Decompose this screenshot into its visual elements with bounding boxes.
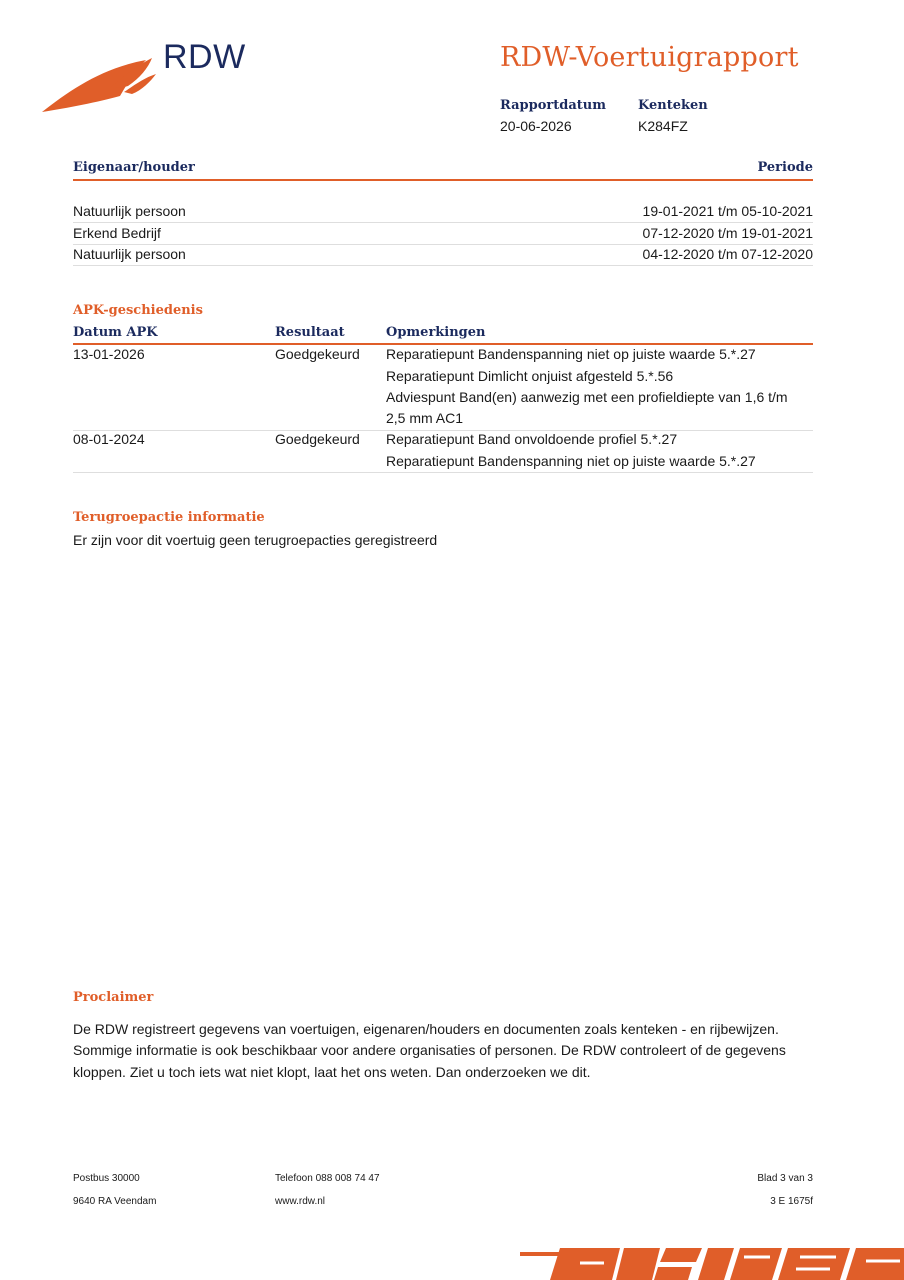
kenteken-label: Kenteken	[638, 98, 708, 113]
owner-table-rule	[73, 179, 813, 181]
owner-table-header	[73, 160, 813, 175]
apk-date: 08-01-2024	[73, 431, 145, 447]
proclaimer-line: De RDW registreert gegevens van voertuigen, eigenaren/houders en documenten zoals kenteken - en rijbewijzen.	[73, 1021, 779, 1037]
apk-date-column-header: Datum APK	[73, 325, 158, 340]
recall-section-title: Terugroepactie informatie	[73, 510, 265, 525]
proclaimer-line: kloppen. Ziet u toch iets wat niet klopt, laat het ons weten. Dan onderzoeken we dit.	[73, 1064, 591, 1080]
footer-phone: Telefoon 088 008 74 47	[275, 1173, 380, 1184]
footer-document-code: 3 E 1675f	[770, 1196, 813, 1207]
apk-result: Goedgekeurd	[275, 346, 360, 362]
report-title: RDW-Voertuigrapport	[500, 42, 799, 73]
rapportdatum-label: Rapportdatum	[500, 98, 606, 113]
footer-page-number: Blad 3 van 3	[757, 1173, 813, 1184]
apk-remark: 2,5 mm AC1	[386, 410, 464, 426]
period-column-header: Periode	[757, 160, 813, 175]
apk-remark: Reparatiepunt Bandenspanning niet op juiste waarde 5.*.27	[386, 453, 756, 469]
apk-remark: Reparatiepunt Bandenspanning niet op juiste waarde 5.*.27	[386, 346, 756, 362]
owner-type: Erkend Bedrijf	[73, 225, 161, 241]
footer-postbus: Postbus 30000	[73, 1173, 140, 1184]
footer-address: 9640 RA Veendam	[73, 1196, 157, 1207]
decorative-stripes-icon	[520, 1243, 904, 1280]
apk-section-title: APK-geschiedenis	[73, 303, 203, 318]
apk-table-rule	[73, 343, 813, 345]
logo-text: RDW	[163, 38, 246, 76]
footer-website-link[interactable]: www.rdw.nl	[275, 1196, 326, 1207]
owner-row	[73, 244, 813, 266]
proclaimer-section-title: Proclaimer	[73, 990, 154, 1005]
owner-period: 07-12-2020 t/m 19-01-2021	[642, 225, 813, 241]
owner-row	[73, 201, 813, 223]
apk-remark: Reparatiepunt Band onvoldoende profiel 5.*.27	[386, 431, 678, 447]
owner-type: Natuurlijk persoon	[73, 246, 186, 262]
apk-row-separator	[73, 472, 813, 473]
kenteken-value: K284FZ	[638, 118, 688, 134]
apk-remark: Reparatiepunt Dimlicht onjuist afgesteld 5.*.56	[386, 368, 674, 384]
apk-result: Goedgekeurd	[275, 431, 360, 447]
apk-remarks-column-header: Opmerkingen	[386, 325, 486, 340]
apk-date: 13-01-2026	[73, 346, 145, 362]
proclaimer-line: Sommige informatie is ook beschikbaar voor andere organisaties of personen. De RDW controleert of de gegevens	[73, 1042, 786, 1058]
owner-type: Natuurlijk persoon	[73, 203, 186, 219]
owner-period: 04-12-2020 t/m 07-12-2020	[642, 246, 813, 262]
owner-row	[73, 223, 813, 245]
rapportdatum-value: 20-06-2026	[500, 118, 572, 134]
owner-column-header: Eigenaar/houder	[73, 160, 195, 175]
recall-text: Er zijn voor dit voertuig geen terugroepacties geregistreerd	[73, 532, 438, 548]
owner-period: 19-01-2021 t/m 05-10-2021	[642, 203, 813, 219]
apk-result-column-header: Resultaat	[275, 325, 345, 340]
apk-remark: Adviespunt Band(en) aanwezig met een profieldiepte van 1,6 t/m	[386, 389, 788, 405]
